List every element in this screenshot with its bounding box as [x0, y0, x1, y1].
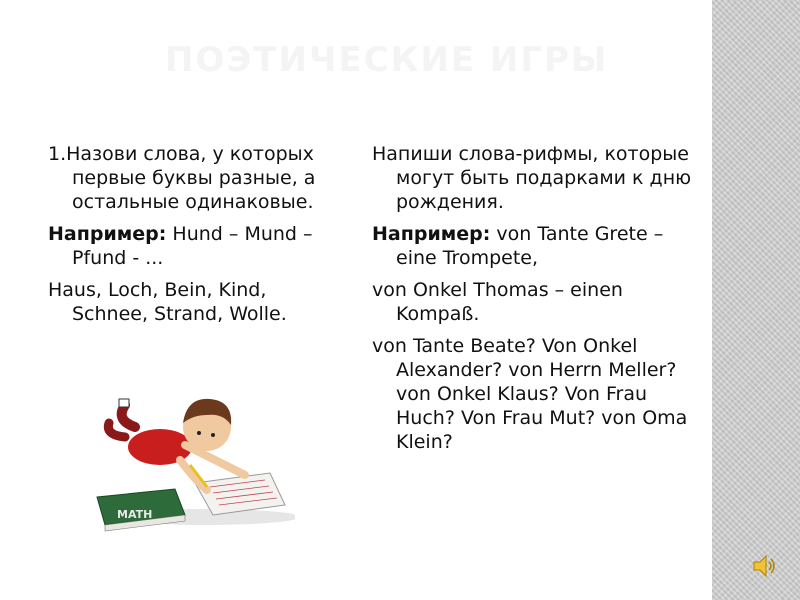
right-example-text: von Tante Grete – eine Trompete,: [396, 223, 664, 269]
boy-studying-illustration: [95, 365, 295, 535]
left-word-list: Haus, Loch, Bein, Kind, Schnee, Strand, Wolle.: [48, 279, 287, 325]
left-example: [48, 222, 348, 270]
right-task-text: Напиши слова-рифмы, которые могут быть подарками к дню рождения.: [372, 143, 692, 213]
left-example-text: Hund – Mund – Pfund - ...: [72, 223, 313, 269]
decorative-side-panel: [712, 0, 800, 600]
slide-title: ПОЭТИЧЕСКИЕ ИГРЫ: [165, 40, 609, 80]
right-questions: von Tante Beate? Von Onkel Alexander? von Herrn Meller? von Onkel Klaus? Von Frau Huch? Von Frau Mut? von Oma Klein?: [372, 335, 688, 453]
left-column: [48, 142, 348, 334]
right-example-label: Например:: [372, 223, 491, 245]
left-task-text: 1.Назови слова, у которых первые буквы разные, а остальные одинаковые.: [48, 143, 316, 213]
speaker-icon[interactable]: [752, 553, 778, 579]
left-example-label: Например:: [48, 223, 167, 245]
right-example-continued: von Onkel Thomas – einen Kompaß.: [372, 279, 623, 325]
right-example: [372, 222, 692, 270]
book-label: MATH: [117, 508, 153, 521]
right-column: [372, 142, 692, 462]
